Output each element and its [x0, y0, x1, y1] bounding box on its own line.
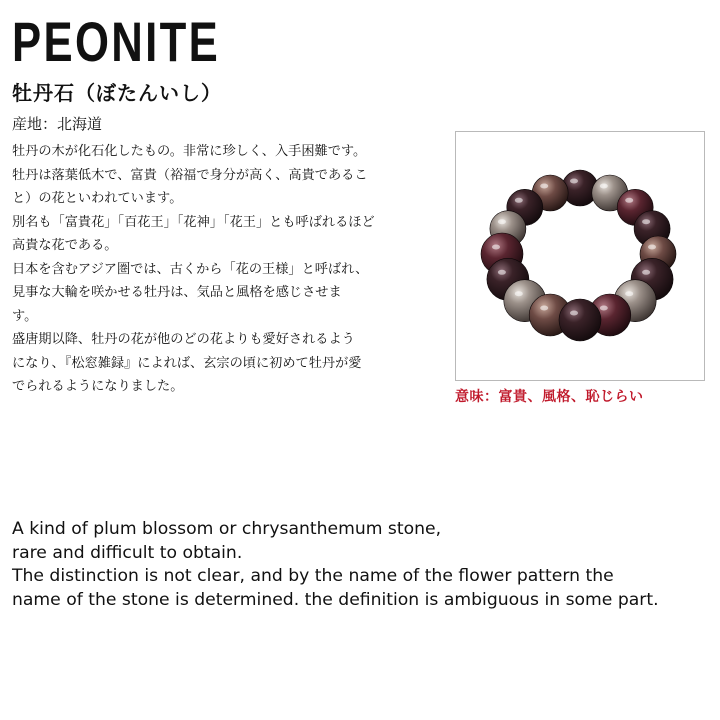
- description-line: 見事な大輪を咲かせる牡丹は、気品と風格を感じさせま: [12, 285, 342, 300]
- english-line: The distinction is not clear, and by the name of the flower pattern the: [12, 566, 614, 586]
- japanese-name: 牡丹石（ぼたんいし）: [12, 81, 222, 105]
- japanese-description: [12, 140, 442, 399]
- bead-highlight: [515, 291, 523, 296]
- english-line: rare and difficult to obtain.: [12, 542, 243, 563]
- bead-highlight: [600, 306, 608, 311]
- description-line: す。: [12, 308, 38, 324]
- bead-highlight: [498, 219, 506, 224]
- origin-label: 産地：北海道: [12, 115, 103, 133]
- bead-highlight: [540, 184, 548, 189]
- english-line: name of the stone is determined. the definition is ambiguous in some part.: [12, 589, 659, 610]
- bead-highlight: [642, 270, 650, 275]
- bead: [559, 299, 601, 341]
- bracelet-photo-frame: [455, 131, 705, 381]
- bead-highlight: [625, 291, 633, 296]
- bead-highlight: [600, 184, 608, 189]
- bead-highlight: [515, 198, 523, 203]
- product-title: PEONITE: [12, 10, 221, 73]
- english-description: [12, 518, 712, 612]
- bead-bracelet-photo: [456, 132, 704, 380]
- bead-highlight: [498, 270, 506, 275]
- description-line: になり、『松窓雑録』によれば、玄宗の頃に初めて牡丹が愛: [12, 355, 362, 371]
- description-line: 別名も「富貴花」「百花王」「花神」「花王」とも呼ばれるほど: [12, 214, 375, 230]
- description-line: と）の花といわれています。: [12, 191, 183, 206]
- description-line: 牡丹は落葉低木で、富貴（裕福で身分が高く、高貴であるこ: [12, 167, 368, 183]
- description-line: 高貴な花である。: [12, 238, 118, 253]
- description-line: 盛唐期以降、牡丹の花が他のどの花よりも愛好されるよう: [12, 332, 355, 347]
- bead-highlight: [648, 245, 656, 250]
- description-line: 日本を含むアジア圏では、古くから「花の王様」と呼ばれ、: [12, 261, 369, 277]
- bead-highlight: [540, 306, 548, 311]
- english-line: A kind of plum blossom or chrysanthemum stone,: [12, 519, 442, 539]
- bead-highlight: [642, 219, 650, 224]
- meaning-label: 意味：富貴、風格、恥じらい: [455, 389, 644, 405]
- bead-highlight: [570, 179, 578, 184]
- description-line: でられるようになりました。: [12, 379, 184, 394]
- bead-highlight: [625, 198, 633, 203]
- bead-highlight: [570, 311, 578, 316]
- bead-highlight: [492, 245, 500, 250]
- description-line: 牡丹の木が化石化したもの。非常に珍しく、入手困難です。: [12, 144, 367, 159]
